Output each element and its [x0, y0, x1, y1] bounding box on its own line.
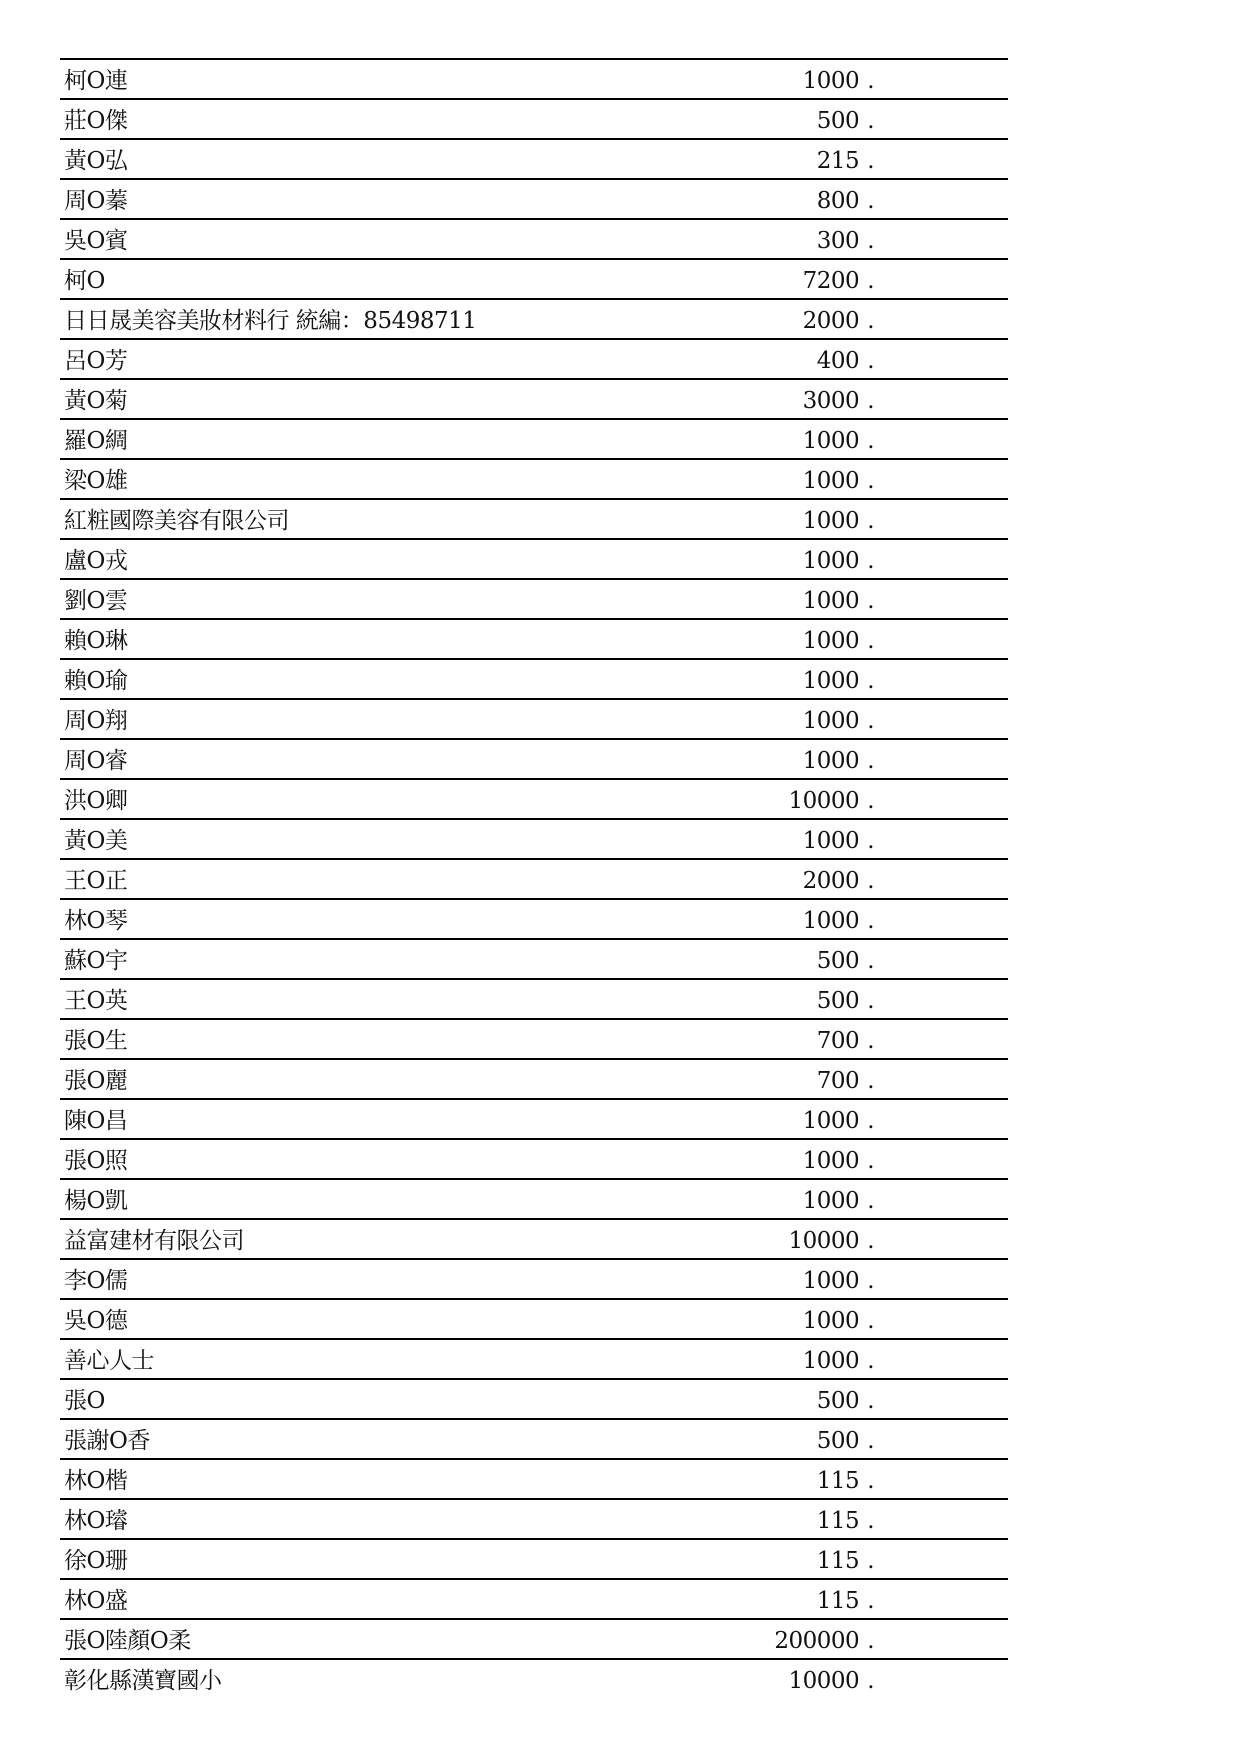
- donor-name: 賴O瑜: [64, 668, 128, 694]
- amount-value: 500: [816, 948, 860, 974]
- table-row: [60, 620, 1008, 660]
- donation-amount: [817, 948, 874, 975]
- amount-value: 1000: [802, 1148, 860, 1174]
- amount-value: 1000: [802, 668, 860, 694]
- amount-value: 1000: [802, 428, 860, 454]
- donor-name: 張O陸顏O柔: [64, 1628, 191, 1654]
- amount-value: 500: [816, 1388, 860, 1414]
- table-row: [60, 1260, 1008, 1300]
- amount-value: 1000: [802, 1348, 860, 1374]
- amount-value: 115: [816, 1548, 860, 1574]
- donor-name: 張O麗: [64, 1068, 128, 1094]
- table-row: [60, 220, 1008, 260]
- table-row: [60, 1660, 1008, 1698]
- donation-amount: [817, 1588, 874, 1615]
- amount-value: 700: [816, 1068, 860, 1094]
- donation-amount: [817, 348, 874, 375]
- amount-suffix: .: [867, 828, 874, 854]
- donation-amount: [803, 1308, 874, 1335]
- amount-suffix: .: [867, 1268, 874, 1294]
- donation-amount: [817, 1508, 874, 1535]
- amount-suffix: .: [867, 868, 874, 894]
- donation-amount: [817, 1388, 874, 1415]
- amount-suffix: .: [867, 1028, 874, 1054]
- donor-name: 賴O琳: [64, 628, 128, 654]
- table-row: [60, 180, 1008, 220]
- table-row: [60, 660, 1008, 700]
- donation-amount: [789, 1668, 874, 1695]
- amount-value: 1000: [802, 1308, 860, 1334]
- donation-ledger-table: [60, 58, 1008, 1698]
- donor-name: 紅粧國際美容有限公司: [64, 508, 289, 534]
- table-row: [60, 540, 1008, 580]
- amount-value: 115: [816, 1468, 860, 1494]
- amount-suffix: .: [867, 1508, 874, 1534]
- donation-amount: [789, 788, 874, 815]
- amount-suffix: .: [867, 988, 874, 1014]
- donation-amount: [789, 1228, 874, 1255]
- table-row: [60, 1580, 1008, 1620]
- amount-suffix: .: [867, 588, 874, 614]
- amount-suffix: .: [867, 1348, 874, 1374]
- amount-value: 215: [816, 148, 860, 174]
- table-row: [60, 980, 1008, 1020]
- table-row: [60, 1420, 1008, 1460]
- amount-suffix: .: [867, 748, 874, 774]
- table-row: [60, 700, 1008, 740]
- amount-value: 7200: [802, 268, 860, 294]
- amount-value: 1000: [802, 508, 860, 534]
- donation-amount: [817, 988, 874, 1015]
- table-row: [60, 940, 1008, 980]
- donation-amount: [803, 1148, 874, 1175]
- donation-amount: [803, 748, 874, 775]
- amount-suffix: .: [867, 1668, 874, 1694]
- donation-amount: [817, 188, 874, 215]
- amount-value: 3000: [802, 388, 860, 414]
- donation-amount: [803, 428, 874, 455]
- donor-name: 柯O: [64, 268, 105, 294]
- table-row: [60, 580, 1008, 620]
- amount-suffix: .: [867, 548, 874, 574]
- donor-name: 王O英: [64, 988, 128, 1014]
- donation-amount: [817, 1068, 874, 1095]
- donor-name: 陳O昌: [64, 1108, 128, 1134]
- table-row: [60, 420, 1008, 460]
- table-row: [60, 1220, 1008, 1260]
- donor-name: 洪O卿: [64, 788, 128, 814]
- donor-name: 周O蓁: [64, 188, 128, 214]
- table-row: [60, 460, 1008, 500]
- table-row: [60, 1180, 1008, 1220]
- amount-suffix: .: [867, 1148, 874, 1174]
- amount-value: 1000: [802, 1108, 860, 1134]
- table-row: [60, 500, 1008, 540]
- donation-amount: [803, 708, 874, 735]
- amount-suffix: .: [867, 268, 874, 294]
- donor-name: 梁O雄: [64, 468, 128, 494]
- donation-amount: [817, 1548, 874, 1575]
- donation-amount: [803, 1188, 874, 1215]
- amount-value: 400: [816, 348, 860, 374]
- donor-name: 林O璿: [64, 1508, 128, 1534]
- table-row: [60, 780, 1008, 820]
- donation-amount: [803, 1268, 874, 1295]
- amount-suffix: .: [867, 1548, 874, 1574]
- donor-name: 張謝O香: [64, 1428, 150, 1454]
- amount-suffix: .: [867, 1428, 874, 1454]
- donor-name: 益富建材有限公司: [64, 1228, 244, 1254]
- donation-amount: [803, 588, 874, 615]
- amount-suffix: .: [867, 228, 874, 254]
- donor-name: 黃O菊: [64, 388, 128, 414]
- donation-amount: [803, 508, 874, 535]
- amount-value: 2000: [802, 868, 860, 894]
- table-row: [60, 1140, 1008, 1180]
- amount-suffix: .: [867, 948, 874, 974]
- amount-value: 1000: [802, 548, 860, 574]
- table-row: [60, 1500, 1008, 1540]
- amount-suffix: .: [867, 1068, 874, 1094]
- donor-name: 林O琴: [64, 908, 128, 934]
- donation-amount: [817, 228, 874, 255]
- donation-amount: [803, 1108, 874, 1135]
- amount-value: 300: [816, 228, 860, 254]
- amount-value: 1000: [802, 828, 860, 854]
- amount-suffix: .: [867, 628, 874, 654]
- donor-name: 莊O傑: [64, 108, 128, 134]
- table-row: [60, 900, 1008, 940]
- amount-suffix: .: [867, 908, 874, 934]
- amount-value: 2000: [802, 308, 860, 334]
- amount-suffix: .: [867, 668, 874, 694]
- donor-name: 盧O戎: [64, 548, 128, 574]
- amount-value: 1000: [802, 908, 860, 934]
- amount-suffix: .: [867, 108, 874, 134]
- table-row: [60, 1300, 1008, 1340]
- amount-suffix: .: [867, 348, 874, 374]
- donor-name: 劉O雲: [64, 588, 128, 614]
- donor-name: 黃O美: [64, 828, 128, 854]
- table-row: [60, 1100, 1008, 1140]
- amount-suffix: .: [867, 1188, 874, 1214]
- donor-name: 張O生: [64, 1028, 128, 1054]
- donation-amount: [817, 148, 874, 175]
- table-row: [60, 340, 1008, 380]
- amount-suffix: .: [867, 1588, 874, 1614]
- amount-suffix: .: [867, 1308, 874, 1334]
- donor-name: 呂O芳: [64, 348, 128, 374]
- amount-value: 115: [816, 1508, 860, 1534]
- amount-value: 700: [816, 1028, 860, 1054]
- donor-name: 善心人士: [64, 1348, 154, 1374]
- donation-amount: [803, 468, 874, 495]
- table-row: [60, 1540, 1008, 1580]
- amount-suffix: .: [867, 428, 874, 454]
- donor-name: 吳O賓: [64, 228, 128, 254]
- amount-suffix: .: [867, 1108, 874, 1134]
- amount-suffix: .: [867, 1628, 874, 1654]
- table-row: [60, 1340, 1008, 1380]
- amount-value: 1000: [802, 588, 860, 614]
- amount-suffix: .: [867, 508, 874, 534]
- donor-name: 徐O珊: [64, 1548, 128, 1574]
- donation-amount: [803, 548, 874, 575]
- table-row: [60, 380, 1008, 420]
- amount-value: 200000: [774, 1628, 860, 1654]
- amount-value: 500: [816, 108, 860, 134]
- table-row: [60, 820, 1008, 860]
- amount-suffix: .: [867, 388, 874, 414]
- amount-value: 1000: [802, 468, 860, 494]
- amount-value: 115: [816, 1588, 860, 1614]
- donor-name: 張O照: [64, 1148, 128, 1174]
- donor-name: 柯O連: [64, 68, 128, 94]
- amount-suffix: .: [867, 1228, 874, 1254]
- amount-value: 1000: [802, 1268, 860, 1294]
- amount-suffix: .: [867, 788, 874, 814]
- amount-suffix: .: [867, 1388, 874, 1414]
- table-row: [60, 60, 1008, 100]
- donor-name: 蘇O宇: [64, 948, 128, 974]
- amount-value: 1000: [802, 628, 860, 654]
- donation-amount: [803, 628, 874, 655]
- amount-value: 1000: [802, 68, 860, 94]
- donation-amount: [817, 108, 874, 135]
- table-row: [60, 1460, 1008, 1500]
- table-row: [60, 1380, 1008, 1420]
- donation-amount: [803, 668, 874, 695]
- table-row: [60, 300, 1008, 340]
- table-row: [60, 740, 1008, 780]
- donor-name: 林O楷: [64, 1468, 128, 1494]
- amount-suffix: .: [867, 708, 874, 734]
- donation-amount: [803, 268, 874, 295]
- donor-name: 日日晟美容美妝材料行 統編：85498711: [64, 308, 477, 334]
- donation-amount: [774, 1628, 874, 1655]
- amount-suffix: .: [867, 1468, 874, 1494]
- amount-suffix: .: [867, 188, 874, 214]
- donor-name: 李O儒: [64, 1268, 128, 1294]
- table-row: [60, 1060, 1008, 1100]
- donation-amount: [817, 1028, 874, 1055]
- table-row: [60, 1020, 1008, 1060]
- donor-name: 羅O綢: [64, 428, 128, 454]
- donation-amount: [803, 388, 874, 415]
- donor-name: 黃O弘: [64, 148, 128, 174]
- donor-name: 吳O德: [64, 1308, 128, 1334]
- donation-amount: [803, 68, 874, 95]
- donation-amount: [803, 868, 874, 895]
- table-row: [60, 860, 1008, 900]
- amount-value: 1000: [802, 1188, 860, 1214]
- amount-value: 1000: [802, 748, 860, 774]
- donor-name: 林O盛: [64, 1588, 128, 1614]
- donor-name: 周O翔: [64, 708, 128, 734]
- donor-name: 張O: [64, 1388, 105, 1414]
- donor-name: 楊O凱: [64, 1188, 128, 1214]
- donation-amount: [817, 1428, 874, 1455]
- donation-amount: [803, 308, 874, 335]
- table-row: [60, 260, 1008, 300]
- amount-value: 500: [816, 1428, 860, 1454]
- donor-name: 周O睿: [64, 748, 128, 774]
- amount-suffix: .: [867, 308, 874, 334]
- amount-value: 1000: [802, 708, 860, 734]
- donation-amount: [803, 1348, 874, 1375]
- amount-suffix: .: [867, 68, 874, 94]
- amount-value: 800: [816, 188, 860, 214]
- donation-amount: [817, 1468, 874, 1495]
- table-row: [60, 140, 1008, 180]
- table-row: [60, 1620, 1008, 1660]
- amount-value: 10000: [788, 1668, 860, 1694]
- amount-value: 10000: [788, 788, 860, 814]
- amount-suffix: .: [867, 468, 874, 494]
- donation-amount: [803, 828, 874, 855]
- amount-value: 10000: [788, 1228, 860, 1254]
- donor-name: 王O正: [64, 868, 128, 894]
- amount-suffix: .: [867, 148, 874, 174]
- table-row: [60, 100, 1008, 140]
- donation-amount: [803, 908, 874, 935]
- amount-value: 500: [816, 988, 860, 1014]
- donor-name: 彰化縣漢寶國小: [64, 1668, 222, 1694]
